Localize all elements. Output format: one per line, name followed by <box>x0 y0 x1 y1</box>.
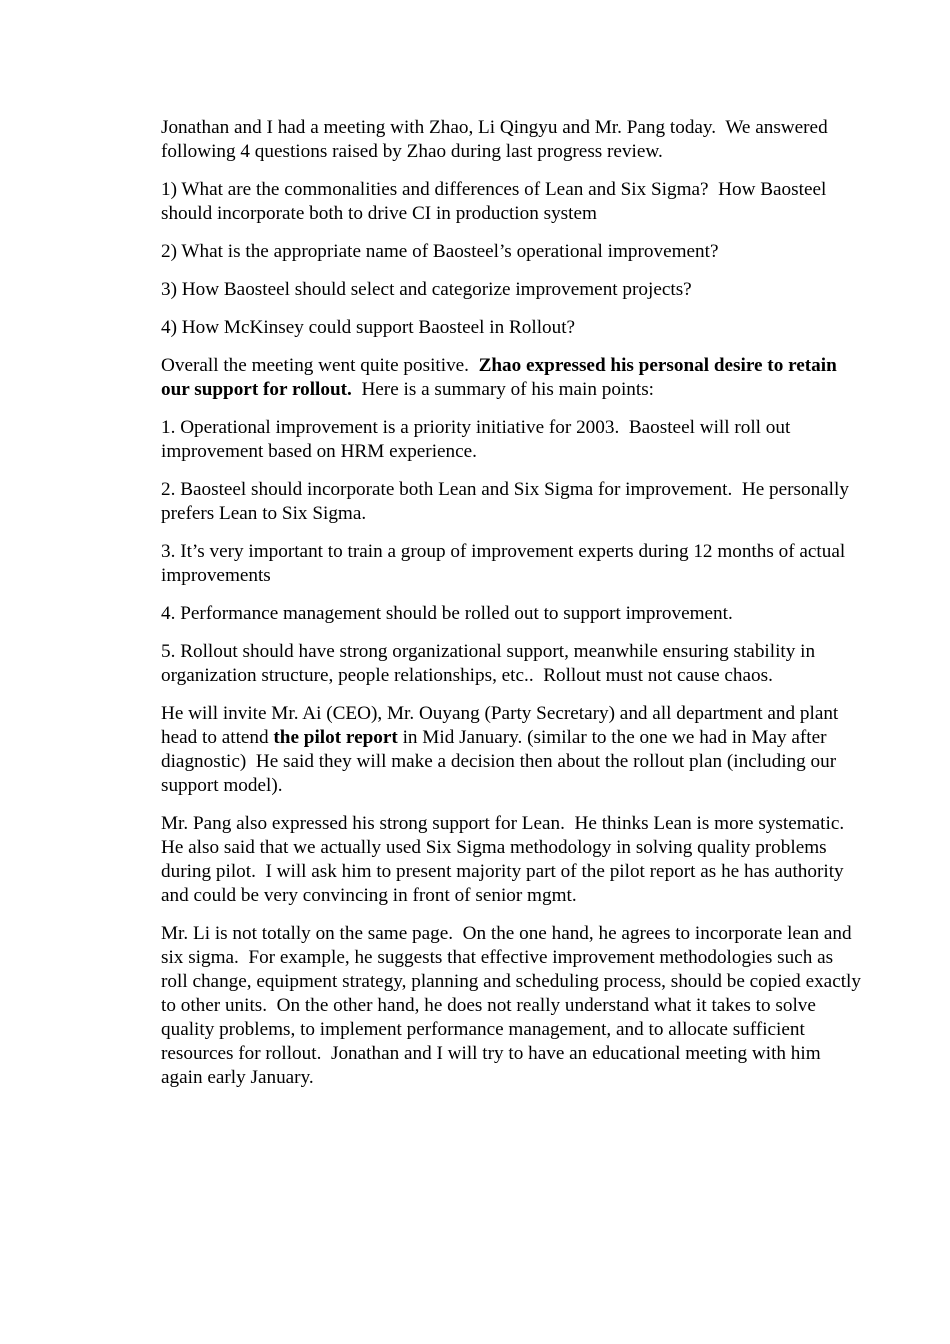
overall-bold-text: Zhao expressed his personal desire to retain our support for rollout. <box>161 355 842 400</box>
point-4: 4. Performance management should be rolled out to support improvement. <box>161 603 733 624</box>
question-1: 1) What are the commonalities and differences of Lean and Six Sigma? How Baosteel should incorporate both to drive CI in production system <box>161 179 832 224</box>
li-paragraph: Mr. Li is not totally on the same page. On the one hand, he agrees to incorporate lean and six sigma. For example, he suggests that effective improvement methodologies such as roll change, equipment strategy, planning and scheduling process, should be copied exactly to other units. On the other hand, he does not really understand what it takes to solve quality problems, to implement performance management, and to allocate sufficient resources for rollout. Jonathan and I will try to have an educational meeting with him again early January. <box>161 923 866 1088</box>
question-3: 3) How Baosteel should select and categorize improvement projects? <box>161 279 692 300</box>
pang-paragraph: Mr. Pang also expressed his strong support for Lean. He thinks Lean is more systematic. He also said that we actually used Six Sigma methodology in solving quality problems during pilot. I will ask him to present majority part of the pilot report as he has authority and could be very convincing in front of senior mgmt. <box>161 813 854 906</box>
question-2: 2) What is the appropriate name of Baosteel’s operational improvement? <box>161 241 719 262</box>
invite-paragraph <box>161 702 861 798</box>
invite-text-end: in Mid January. (similar to the one we had in May after diagnostic) He said they will make a decision then about the rollout plan (including our support model). <box>161 727 841 796</box>
point-1: 1. Operational improvement is a priority initiative for 2003. Baosteel will roll out improvement based on HRM experience. <box>161 417 796 462</box>
point-3: 3. It’s very important to train a group of improvement experts during 12 months of actual improvements <box>161 541 850 586</box>
document-body <box>161 116 866 1104</box>
overall-text-end: Here is a summary of his main points: <box>351 379 655 400</box>
overall-paragraph <box>161 354 861 402</box>
question-4: 4) How McKinsey could support Baosteel in Rollout? <box>161 317 576 338</box>
invite-bold-text: the pilot report <box>273 727 398 748</box>
point-5: 5. Rollout should have strong organizational support, meanwhile ensuring stability in organization structure, people relationships, etc.. Rollout must not cause chaos. <box>161 641 820 686</box>
invite-text-start: He will invite Mr. Ai (CEO), Mr. Ouyang (Party Secretary) and all department and plant head to attend <box>161 703 844 748</box>
point-2: 2. Baosteel should incorporate both Lean and Six Sigma for improvement. He personally prefers Lean to Six Sigma. <box>161 479 854 524</box>
intro-paragraph: Jonathan and I had a meeting with Zhao, Li Qingyu and Mr. Pang today. We answered following 4 questions raised by Zhao during last progress review. <box>161 117 833 162</box>
overall-text-start: Overall the meeting went quite positive. <box>161 355 479 376</box>
